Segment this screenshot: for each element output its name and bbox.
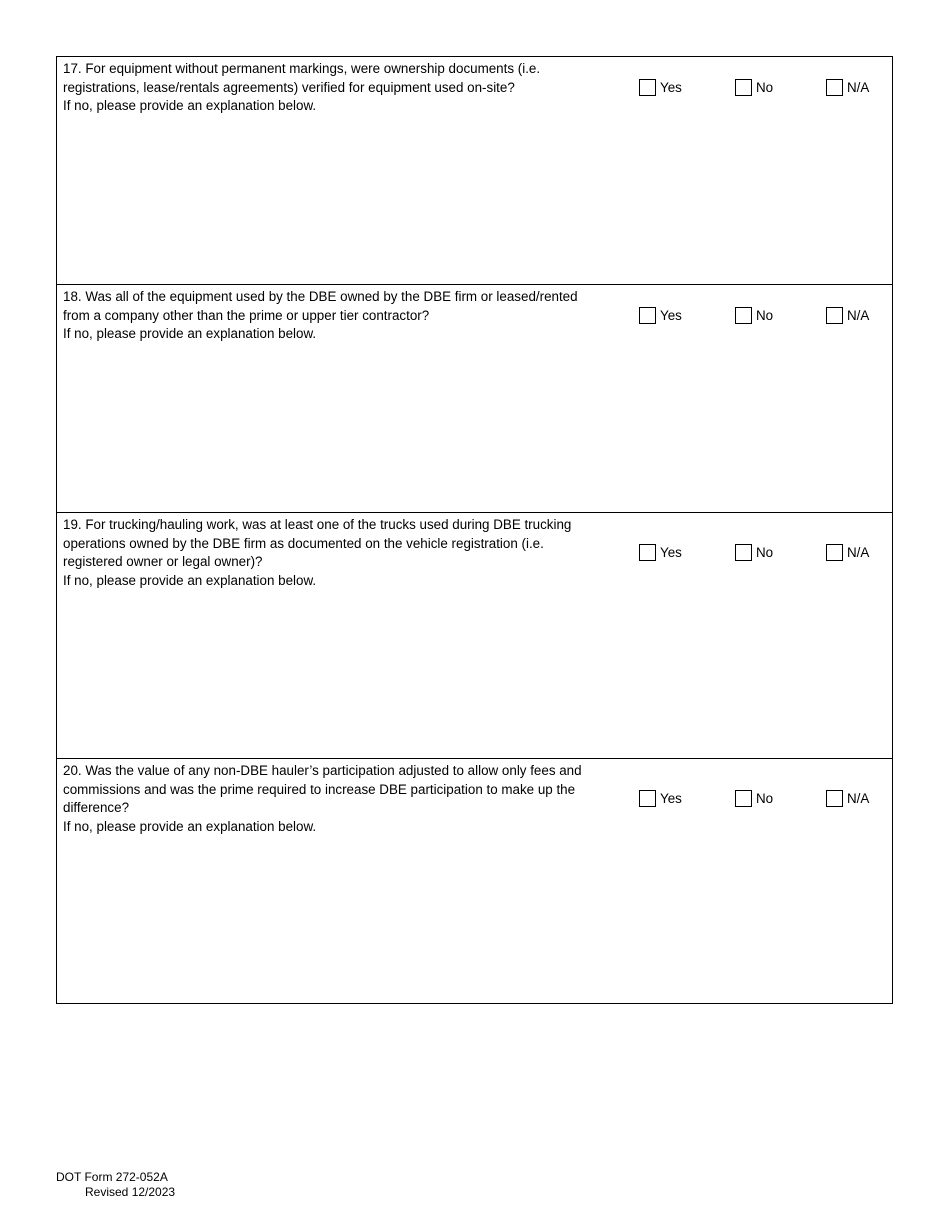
question-line: registered owner or legal owner)? <box>63 554 263 569</box>
no-label: No <box>756 545 774 560</box>
q20-no-option[interactable] <box>735 790 773 807</box>
q17-na-checkbox[interactable] <box>826 79 843 96</box>
q18-no-checkbox[interactable] <box>735 307 752 324</box>
na-label: N/A <box>847 308 870 323</box>
question-row-19 <box>57 513 892 759</box>
question-line: registrations, lease/rentals agreements) verified for equipment used on-site? <box>63 79 515 95</box>
na-label: N/A <box>847 80 870 95</box>
q20-na-checkbox[interactable] <box>826 790 843 807</box>
q19-yes-option[interactable] <box>639 544 682 561</box>
yes-label: Yes <box>660 308 682 323</box>
q19-no-option[interactable] <box>735 544 773 561</box>
question-text-18 <box>63 288 618 344</box>
question-line: If no, please provide an explanation below. <box>63 98 317 113</box>
question-text-17 <box>63 60 618 116</box>
question-text-20 <box>63 762 618 836</box>
q20-no-checkbox[interactable] <box>735 790 752 807</box>
questionnaire-table <box>56 56 893 1004</box>
question-line: difference? <box>63 800 130 815</box>
no-label: No <box>756 791 774 806</box>
q19-na-checkbox[interactable] <box>826 544 843 561</box>
question-line: operations owned by the DBE firm as documented on the vehicle registration (i.e. <box>63 535 544 551</box>
yes-label: Yes <box>660 80 682 95</box>
q17-no-option[interactable] <box>735 79 773 96</box>
q18-yes-option[interactable] <box>639 307 682 324</box>
question-line: 17. For equipment without permanent markings, were ownership documents (i.e. <box>63 61 541 76</box>
question-line: 20. Was the value of any non-DBE hauler’s participation adjusted to allow only fees and <box>63 763 582 778</box>
q20-yes-checkbox[interactable] <box>639 790 656 807</box>
yes-label: Yes <box>660 791 682 806</box>
q18-yes-checkbox[interactable] <box>639 307 656 324</box>
question-line: 18. Was all of the equipment used by the DBE owned by the DBE firm or leased/rented <box>63 289 578 304</box>
q18-no-option[interactable] <box>735 307 773 324</box>
question-line: If no, please provide an explanation below. <box>63 818 317 834</box>
q17-yes-option[interactable] <box>639 79 682 96</box>
form-id: DOT Form 272-052A <box>56 1170 168 1184</box>
q17-no-checkbox[interactable] <box>735 79 752 96</box>
form-footer <box>56 1170 175 1199</box>
no-label: No <box>756 308 774 323</box>
q18-na-checkbox[interactable] <box>826 307 843 324</box>
q20-yes-option[interactable] <box>639 790 682 807</box>
q19-yes-checkbox[interactable] <box>639 544 656 561</box>
question-row-20 <box>57 759 892 1003</box>
question-line: 19. For trucking/hauling work, was at least one of the trucks used during DBE trucking <box>63 517 572 532</box>
no-label: No <box>756 80 774 95</box>
q17-na-option[interactable] <box>826 79 869 96</box>
yes-label: Yes <box>660 545 682 560</box>
q18-na-option[interactable] <box>826 307 869 324</box>
q20-na-option[interactable] <box>826 790 869 807</box>
question-row-18 <box>57 285 892 513</box>
na-label: N/A <box>847 545 870 560</box>
question-line: If no, please provide an explanation below. <box>63 326 317 341</box>
q19-no-checkbox[interactable] <box>735 544 752 561</box>
q17-yes-checkbox[interactable] <box>639 79 656 96</box>
question-text-19 <box>63 516 618 590</box>
question-line: If no, please provide an explanation below. <box>63 572 317 588</box>
question-row-17 <box>57 57 892 285</box>
q19-na-option[interactable] <box>826 544 869 561</box>
question-line: commissions and was the prime required to increase DBE participation to make up the <box>63 781 576 797</box>
revision-date: Revised 12/2023 <box>85 1184 176 1199</box>
na-label: N/A <box>847 791 870 806</box>
question-line: from a company other than the prime or upper tier contractor? <box>63 307 430 323</box>
